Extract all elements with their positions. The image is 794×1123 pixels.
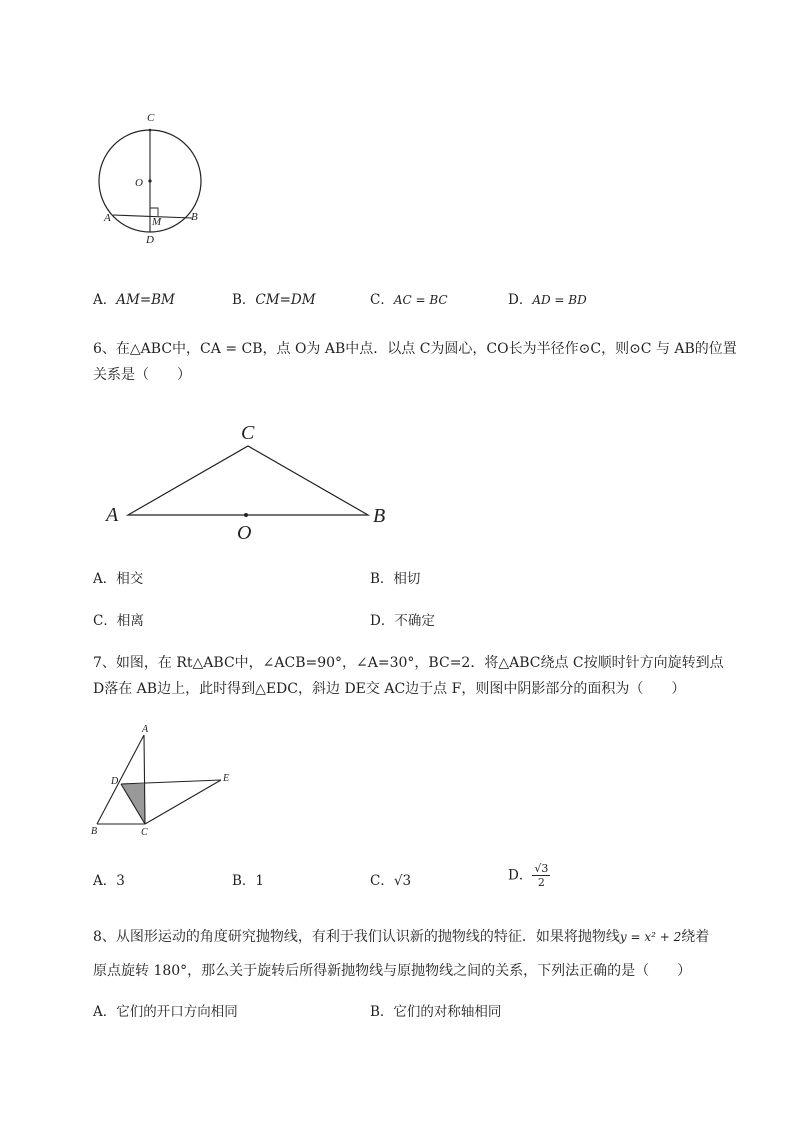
q6-option-a-letter: A．: [93, 571, 117, 587]
q7-option-c-letter: C．: [370, 873, 394, 889]
point-o-dot: [244, 513, 248, 517]
q6-option-d[interactable]: [370, 611, 435, 631]
label-c: C: [147, 112, 155, 124]
q5-option-b-text: CM=DM: [255, 292, 316, 308]
q8-option-a[interactable]: [93, 1002, 238, 1022]
point-c-dot: [149, 129, 152, 132]
q7-option-d-letter: D．: [508, 867, 533, 884]
q6-option-b[interactable]: [370, 569, 420, 589]
q7-option-d-fraction: [532, 862, 550, 889]
label-a: A: [142, 724, 149, 735]
q5-option-b[interactable]: [232, 290, 316, 310]
q7-option-b[interactable]: [232, 871, 264, 891]
q8-option-b-letter: B．: [370, 1004, 394, 1020]
q5-option-b-letter: B．: [232, 292, 256, 308]
q5-option-c[interactable]: [370, 290, 448, 310]
q7-question-line1: 7、如图，在 Rt△ABC中，∠ACB=90°，∠A=30°，BC=2．将△ABC绕点 C按顺时针方向旋转到点: [93, 655, 724, 671]
label-a: A: [106, 504, 119, 526]
label-o: O: [237, 522, 252, 544]
figure-rotated-triangle: [85, 720, 245, 840]
q8-option-a-letter: A．: [93, 1004, 117, 1020]
q8-option-a-text: 它们的开口方向相同: [116, 1004, 238, 1020]
q8-option-b-text: 它们的对称轴相同: [393, 1004, 502, 1020]
q8-question-line1: [93, 927, 709, 947]
q6-question-line1: 6、在△ABC中，CA = CB，点 O为 AB中点．以点 C为圆心，CO长为半径作⊙C，则⊙C 与 AB的位置: [93, 341, 737, 357]
label-c: C: [241, 422, 255, 444]
q8-question-line2: 原点旋转 180°，那么关于旋转后所得新抛物线与原抛物线之间的关系，下列法正确的是（ ）: [93, 963, 692, 979]
q7-option-a-letter: A．: [93, 873, 117, 889]
label-c: C: [141, 827, 148, 838]
label-e: E: [223, 773, 230, 784]
q7-option-c-text: √3: [393, 873, 412, 889]
q7-option-a-text: 3: [116, 873, 125, 889]
right-angle-mark: [150, 208, 158, 216]
figure-triangle-abc: [100, 415, 400, 545]
q5-option-d[interactable]: [508, 290, 587, 310]
q6-option-c[interactable]: [93, 611, 144, 631]
q5-option-a-letter: A．: [93, 292, 117, 308]
q8-formula: y = x² + 2: [619, 930, 682, 944]
label-b: B: [191, 211, 198, 223]
label-m: M: [152, 216, 162, 228]
q7-option-d[interactable]: [508, 862, 550, 889]
side-ce: [145, 780, 221, 824]
q8-line1-b: 绕着: [681, 929, 710, 945]
q6-option-d-text: 不确定: [394, 613, 435, 629]
q7-option-d-numerator: √3: [534, 862, 549, 875]
triangle-abc: [128, 446, 368, 515]
q7-option-c[interactable]: [370, 871, 411, 891]
q7-option-b-letter: B．: [232, 873, 256, 889]
center-dot: [148, 179, 151, 182]
label-d: D: [111, 776, 119, 787]
q6-option-b-text: 相切: [393, 571, 421, 587]
side-de: [121, 780, 221, 784]
q6-option-d-letter: D．: [370, 613, 395, 629]
figure-circle: [90, 100, 220, 250]
q5-option-c-text: AC = BC: [393, 293, 448, 307]
q6-option-c-letter: C．: [93, 613, 117, 629]
q6-question-line2: 关系是（ ）: [93, 367, 191, 383]
q7-option-b-text: 1: [255, 873, 265, 889]
q6-option-c-text: 相离: [116, 613, 144, 629]
label-o: O: [135, 177, 143, 189]
q7-question-line2: D落在 AB边上，此时得到△EDC，斜边 DE交 AC边于点 F，则图中阴影部分的面积为（ ）: [93, 681, 686, 697]
q5-option-d-text: AD = BD: [532, 293, 587, 307]
q7-option-d-denominator: 2: [537, 876, 545, 889]
q8-option-b[interactable]: [370, 1002, 501, 1022]
label-b: B: [373, 505, 386, 527]
q6-option-a-text: 相交: [116, 571, 144, 587]
q8-line1-a: 8、从图形运动的角度研究抛物线，有利于我们认识新的抛物线的特征．如果将抛物线: [93, 929, 620, 945]
q5-option-c-letter: C．: [370, 292, 394, 308]
q5-option-d-letter: D．: [508, 292, 533, 308]
q5-option-a[interactable]: [93, 290, 175, 310]
label-b: B: [91, 826, 98, 837]
q6-option-a[interactable]: [93, 569, 143, 589]
q6-option-b-letter: B．: [370, 571, 394, 587]
q7-option-a[interactable]: [93, 871, 125, 891]
label-d: D: [146, 234, 154, 246]
label-a: A: [104, 212, 111, 224]
q5-option-a-text: AM=BM: [116, 292, 175, 308]
